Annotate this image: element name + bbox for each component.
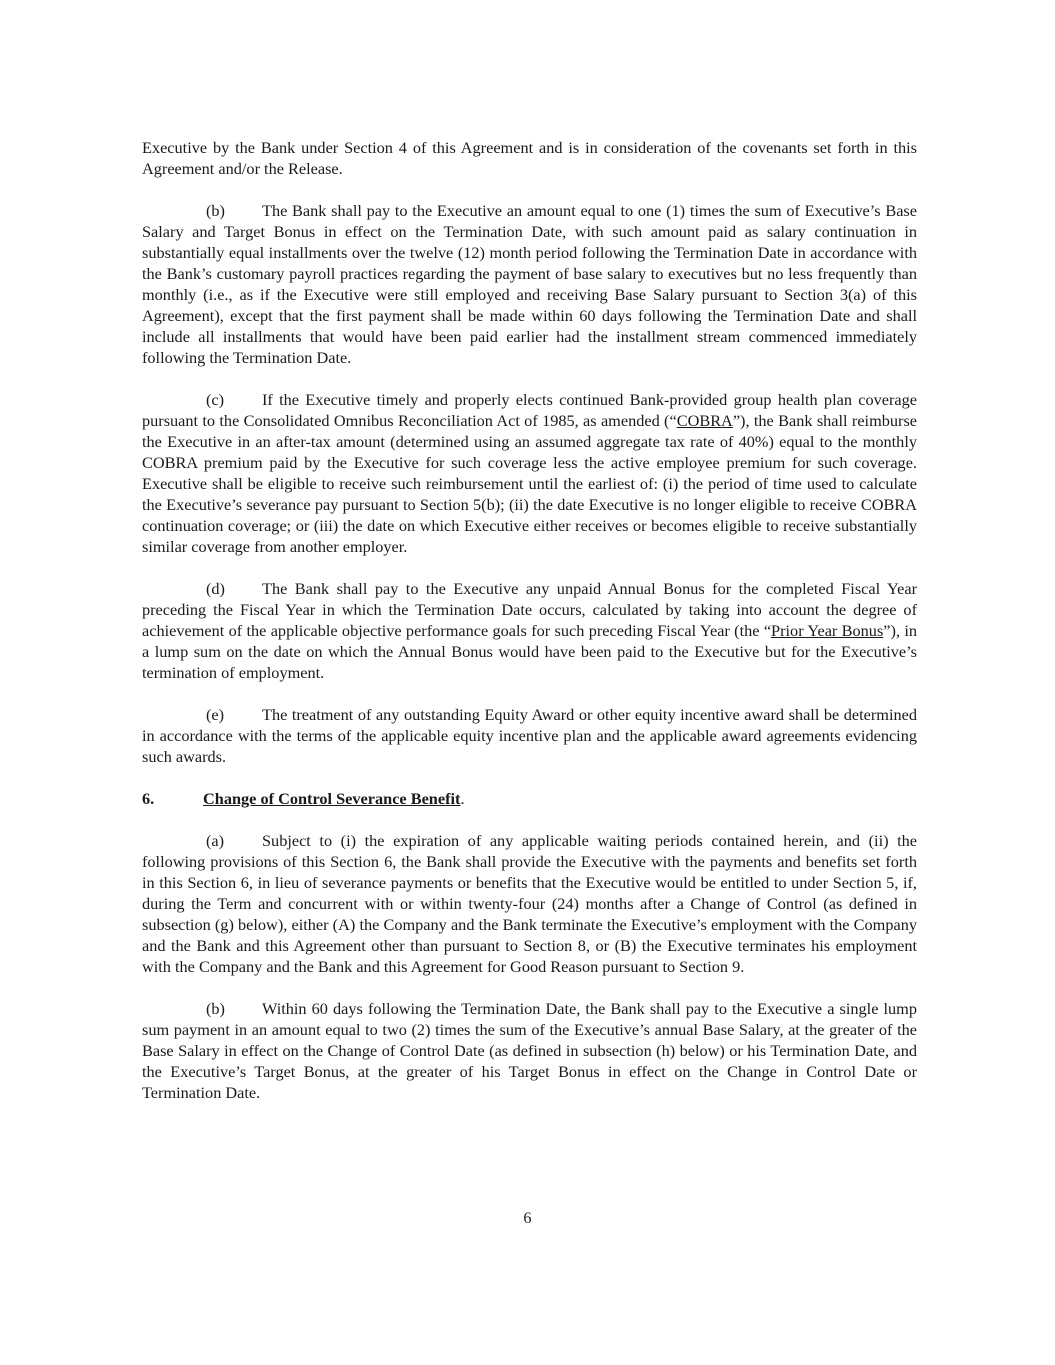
paragraph-6a [142, 830, 917, 977]
paragraph-label: (e) [206, 705, 225, 724]
paragraph-text: Subject to (i) the expiration of any applicable waiting periods contained herein, and (ii) the following provisions of this Section 6, the Bank shall provide the Executive with the payments and benefits set forth in this Section 6, in lieu of severance payments or benefits that the Executive would be entitled to under Section 5, if, during the Term and concurrent with or within twenty-four (24) months after a Change of Control (as defined in subsection (g) below), either (A) the Company and the Bank terminate the Executive’s employment with the Company and the Bank and this Agreement other than pursuant to Section 8, or (B) the Executive terminates his employment with the Company and the Bank and this Agreement for Good Reason pursuant to Section 9. [142, 831, 917, 976]
paragraph-5d [142, 578, 917, 683]
paragraph-text: The treatment of any outstanding Equity Award or other equity incentive award shall be determined in accordance with the terms of the applicable equity incentive plan and the applicable award agreements evidencing such awards. [142, 705, 917, 766]
paragraph-5b [142, 200, 917, 368]
paragraph-label: (c) [206, 390, 225, 409]
document-page [142, 137, 917, 1124]
section-number: 6. [142, 789, 155, 808]
paragraph-label: (d) [206, 579, 225, 598]
paragraph-text: The Bank shall pay to the Executive any unpaid Annual Bonus for the completed Fiscal Year preceding the Fiscal Year in which the Termination Date occurs, calculated by taking into account the degree of achievement of the applicable objective performance goals for such preceding Fiscal Year (the “ [142, 579, 917, 640]
defined-term: COBRA [676, 411, 733, 430]
section-title: Change of Control Severance Benefit [203, 789, 461, 808]
paragraph-5c [142, 389, 917, 557]
defined-term: Prior Year Bonus [771, 621, 884, 640]
page-number: 6 [523, 1208, 532, 1227]
paragraph-text: ”), in a lump sum on the date on which the Annual Bonus would have been paid to the Executive but for the Executive’s termination of employment. [142, 621, 918, 682]
paragraph-label: (b) [206, 201, 225, 220]
paragraph-text: If the Executive timely and properly elects continued Bank-provided group health plan coverage pursuant to the Consolidated Omnibus Reconciliation Act of 1985, as amended (“ [142, 390, 917, 430]
paragraph-6b [142, 998, 917, 1103]
paragraph-text: ”), the Bank shall reimburse the Executive in an after-tax amount (determined using an assumed aggregate tax rate of 40%) equal to the monthly COBRA premium paid by the Executive for such coverage less the active employee premium for such coverage. Executive shall be eligible to receive such reimbursement until the earliest of: (i) the period of time used to calculate the Executive’s severance pay pursuant to Section 5(b); (ii) the date Executive is no longer eligible to receive COBRA continuation coverage; or (iii) the date on which Executive either receives or becomes eligible to receive substantially similar coverage from another employer. [142, 411, 918, 556]
paragraph-label: (b) [206, 999, 225, 1018]
paragraph-text: The Bank shall pay to the Executive an amount equal to one (1) times the sum of Executive’s Base Salary and Target Bonus in effect on the Termination Date, with such amount paid as salary continuation in substantially equal installments over the twelve (12) month period following the Termination Date in accordance with the Bank’s customary payroll practices regarding the payment of base salary to executives but no less frequently than monthly (i.e., as if the Executive were still employed and receiving Base Salary pursuant to Section 3(a) of this Agreement), except that the first payment shall be made within 60 days following the Termination Date and shall include all installments that would have been paid earlier had the installment stream commenced immediately following the Termination Date. [142, 201, 917, 367]
continuation-paragraph: Executive by the Bank under Section 4 of this Agreement and is in consideration of the covenants set forth in this Agreement and/or the Release. [142, 138, 917, 178]
section-6-heading: 6. Change of Control Severance Benefit. [142, 789, 465, 808]
paragraph-5e [142, 704, 917, 767]
paragraph-label: (a) [206, 831, 225, 850]
paragraph-text: Within 60 days following the Termination Date, the Bank shall pay to the Executive a single lump sum payment in an amount equal to two (2) times the sum of the Executive’s annual Base Salary, at the greater of the Base Salary in effect on the Change of Control Date (as defined in subsection (h) below) or his Termination Date, and the Executive’s Target Bonus, at the greater of his Target Bonus in effect on the Change in Control Date or Termination Date. [142, 999, 917, 1102]
